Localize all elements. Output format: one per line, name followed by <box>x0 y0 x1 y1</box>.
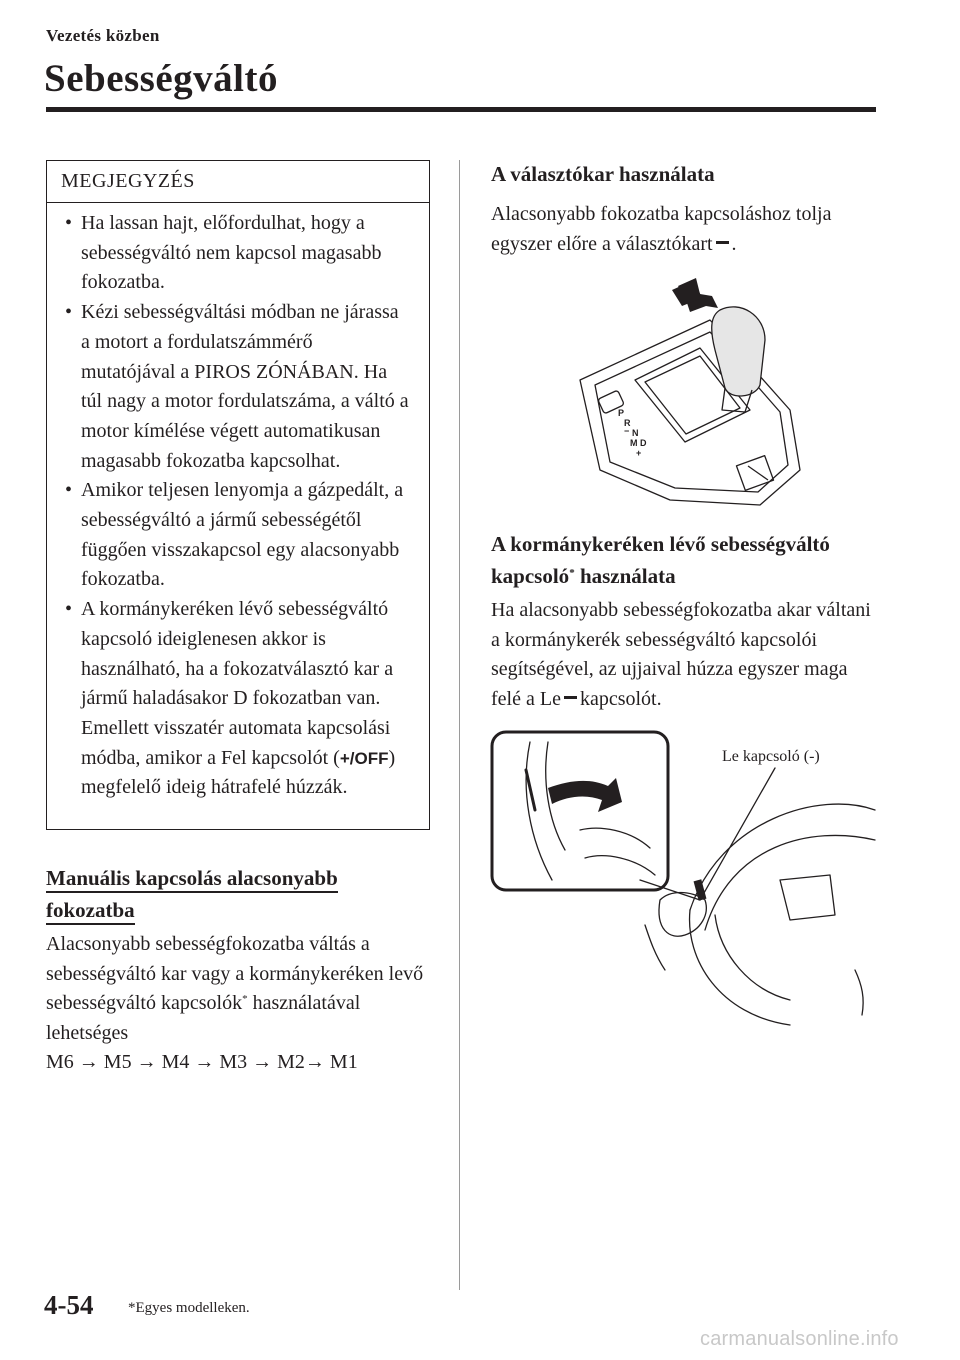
console-outline <box>580 320 800 505</box>
note-item-text: Ha lassan hajt, előfordulhat, hogy a sebességváltó nem kapcsol magasabb fokozatba. <box>81 212 382 294</box>
selector-lever-illustration <box>560 270 810 510</box>
footnote-marker: * <box>569 567 575 579</box>
note-item <box>47 209 429 298</box>
watermark: carmanualsonline.info <box>700 1328 899 1350</box>
callout-label: Le kapcsoló (-) <box>722 748 820 765</box>
page-number: 4-54 <box>44 1290 94 1320</box>
footnote-marker: * <box>242 993 248 1005</box>
manual-downshift-heading-text: Manuális kapcsolás alacsonyabb fokozatba <box>46 866 338 925</box>
left-arm <box>645 925 665 970</box>
gate-label-minus: − <box>624 426 630 436</box>
paddle-heading-text: A kormánykeréken lévő sebességváltó kapcsoló <box>491 532 830 588</box>
paddle-heading-text-end: használata <box>574 564 676 588</box>
bullet-icon: • <box>65 479 73 502</box>
gate-label-p: P <box>618 408 625 418</box>
note-header <box>47 161 429 203</box>
side-switch-line <box>748 466 768 480</box>
minus-icon <box>716 241 729 244</box>
manual-downshift-heading <box>46 862 426 926</box>
note-item-text: A kormánykeréken lévő sebességváltó kapcsoló ideiglenesen akkor is használható, ha a fokozatválasztó kar a jármű haladásakor D fokozatban van. Emellett visszatér automata kapcsolási módba, amikor a Fel kapcsolót ( <box>81 598 394 769</box>
manual-downshift-body <box>46 930 436 1078</box>
bullet-icon: • <box>65 598 73 621</box>
note-item <box>47 476 429 595</box>
wheel-rim-lower <box>690 910 790 1025</box>
wheel-rim-outer <box>690 804 875 910</box>
paddle-switch-heading <box>491 528 881 592</box>
note-item <box>47 595 429 803</box>
footnote: *Egyes modelleken. <box>128 1300 250 1316</box>
callout-line <box>700 768 775 900</box>
right-arm <box>855 970 863 1015</box>
gate-label-n: N <box>632 428 639 438</box>
note-item-text: Kézi sebességváltási módban ne járassa a motort a fordulatszámmérő mutatójával a PIROS ZÓNÁBAN. Ha túl nagy a motor fordulatszáma, a váltó a motor kímélése végett automatikusan magasabb fokozatba kapcsolhat. <box>81 301 409 472</box>
bullet-icon: • <box>65 301 73 324</box>
wheel-hub <box>780 875 835 920</box>
column-divider <box>459 160 460 1290</box>
bullet-icon: • <box>65 212 73 234</box>
selector-body-end: . <box>731 232 737 255</box>
wheel-rim-inset-2 <box>585 856 655 875</box>
selector-body-text: Alacsonyabb fokozatba kapcsoláshoz tolja egyszer előre a választókart <box>491 203 832 255</box>
pull-arrow-icon <box>548 778 622 812</box>
wheel-rim-inner <box>705 835 875 930</box>
side-switch <box>736 456 773 491</box>
steering-wheel-illustration <box>490 730 880 1030</box>
page-title: Sebességváltó <box>44 57 278 100</box>
paddle-body-end: kapcsolót. <box>579 687 662 710</box>
paddle-switch <box>694 879 707 900</box>
paddle-switch-body <box>491 596 881 714</box>
gate-label-d: D <box>640 438 647 448</box>
gate-label-m: M <box>630 438 638 448</box>
minus-icon <box>564 696 577 699</box>
selector-lever-heading: A választókar használata <box>491 162 715 186</box>
wheel-rim-lower-inner <box>715 915 790 1000</box>
title-rule <box>46 107 876 112</box>
note-box <box>46 160 430 830</box>
gear-sequence: M6 → M5 → M4 → M3 → M2→ M1 <box>46 1051 358 1073</box>
paddle-edge <box>526 742 552 880</box>
gate-label-plus: + <box>636 448 642 458</box>
gate-label-r: R <box>624 418 631 428</box>
wheel-rim-inset <box>580 828 650 848</box>
note-list <box>47 209 429 803</box>
paddle-body-text: Ha alacsonyabb sebességfokozatba akar váltani a kormánykerék sebességváltó kapcsolói segítségével, az ujjaival húzza egyszer maga felé a Le <box>491 599 871 710</box>
manual-body-text-end: használatával lehetséges <box>46 992 361 1044</box>
section-label: Vezetés közben <box>46 26 160 45</box>
note-item-text: Amikor teljesen lenyomja a gázpedált, a sebességváltó a jármű sebességétől függően visszakapcsol egy alacsonyabb fokozatba. <box>81 479 404 591</box>
note-item-text-end: ) megfelelő ideig hátrafelé húzzák. <box>81 746 396 799</box>
selector-lever-body <box>491 200 871 259</box>
note-title: MEGJEGYZÉS <box>61 170 195 192</box>
manual-body-text: Alacsonyabb sebességfokozatba váltás a sebességváltó kar vagy a kormánykeréken levő sebességváltó kapcsolók <box>46 933 424 1014</box>
note-item <box>47 298 429 476</box>
plus-off-switch-icon: +/OFF <box>339 748 389 768</box>
